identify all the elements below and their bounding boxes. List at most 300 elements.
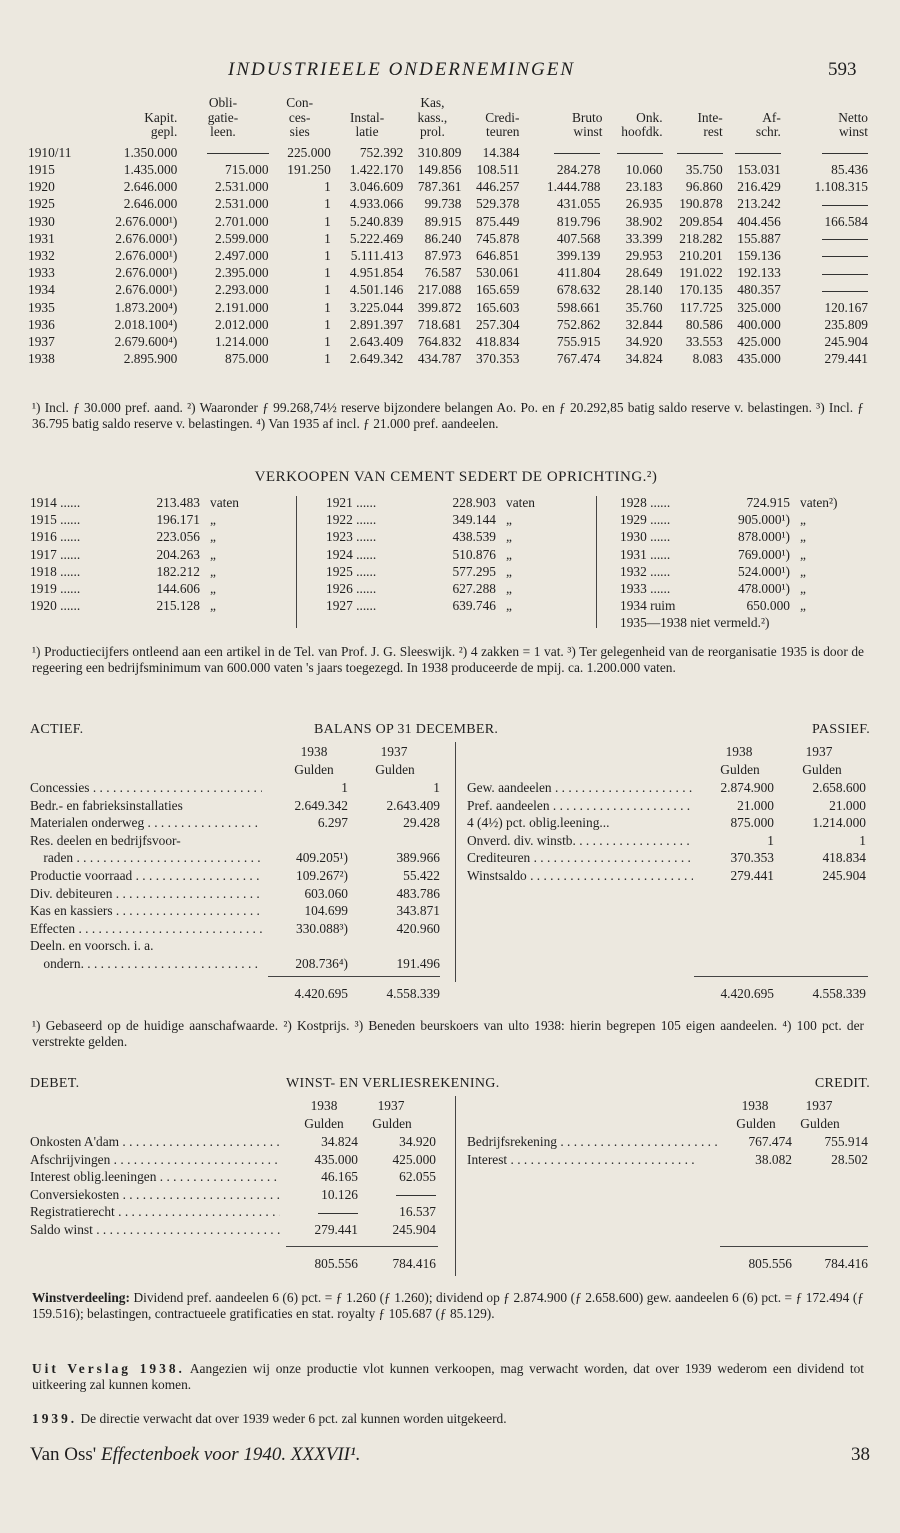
interest-cell: 190.878 xyxy=(679,196,723,212)
header-cell xyxy=(28,111,82,126)
cement-column-3 xyxy=(620,494,837,632)
cement-unit: „ xyxy=(506,563,512,579)
instal-cell: 2.649.342 xyxy=(349,351,404,367)
total-rule xyxy=(286,1246,438,1247)
year-cell: 1936 xyxy=(28,316,55,332)
statement-label-text: Gew. aandeelen . . . xyxy=(467,780,693,795)
column-header: winst xyxy=(573,124,603,140)
cement-row xyxy=(326,528,535,545)
oblig-cell: 2.599.000 xyxy=(215,230,269,246)
outlook xyxy=(32,1411,864,1427)
year-cell: 1931 xyxy=(28,230,55,246)
column-header: Kapit. xyxy=(144,109,178,125)
page-footer xyxy=(30,1444,870,1471)
total-rule xyxy=(720,1246,868,1247)
cement-value: 349.144 xyxy=(452,512,496,528)
column-divider xyxy=(455,742,456,982)
afschr-cell: 480.357 xyxy=(737,282,781,298)
year-cell: 1932 xyxy=(28,248,55,263)
statement-label xyxy=(467,833,693,849)
column-header: Credi- xyxy=(485,109,520,125)
instal-cell: 4.501.146 xyxy=(349,282,404,298)
value-current-year: 109.267²) xyxy=(296,868,348,883)
value-previous-year: 755.914 xyxy=(824,1134,868,1149)
cement-unit: vaten²) xyxy=(800,495,838,510)
cement-year: 1932 ...... xyxy=(620,563,671,579)
afschr-cell: 325.000 xyxy=(737,299,781,315)
column-header: Inte- xyxy=(697,109,723,125)
cement-unit: „ xyxy=(800,546,806,562)
instal-cell: 5.240.839 xyxy=(349,213,404,229)
cement-year: 1925 ...... xyxy=(326,563,377,579)
bruto-cell xyxy=(520,144,603,161)
bruto-cell: 767.474 xyxy=(556,351,601,367)
netto-cell: 120.167 xyxy=(824,299,868,315)
column-header xyxy=(82,96,177,111)
column-header: hoofdk. xyxy=(621,124,663,140)
annual-report-label: Uit Verslag 1938. xyxy=(32,1361,185,1376)
cement-unit: „ xyxy=(800,563,806,579)
cement-year: 1918 ...... xyxy=(30,563,81,579)
cement-unit: „ xyxy=(210,598,216,614)
statement-label xyxy=(30,798,262,814)
empty-dash xyxy=(822,239,868,240)
year-header: 1937 xyxy=(380,744,408,759)
value-previous-year: 1.214.000 xyxy=(812,815,866,831)
value-previous-year: 389.966 xyxy=(396,850,440,866)
cement-unit: „ xyxy=(210,580,216,596)
profit-distribution xyxy=(32,1290,864,1321)
cement-value: 196.171 xyxy=(156,512,200,528)
value-current-year: 104.699 xyxy=(304,903,348,919)
value-previous-year: 2.658.600 xyxy=(812,780,866,795)
kas-cell: 89.915 xyxy=(424,213,462,229)
cement-value: 510.876 xyxy=(452,546,496,562)
year-cell: 1935 xyxy=(28,299,55,315)
conc-cell: 225.000 xyxy=(287,144,331,160)
netto-cell: 166.584 xyxy=(824,213,868,229)
year-header: 1937 xyxy=(805,1098,833,1113)
table-row xyxy=(28,333,868,350)
cement-row xyxy=(620,597,837,614)
value-previous-year xyxy=(350,938,440,954)
cred-cell: 370.353 xyxy=(475,351,520,367)
statement-label xyxy=(467,1134,717,1150)
value-current-year: 46.165 xyxy=(321,1169,358,1185)
cement-unit: „ xyxy=(800,580,806,596)
value-current-year: 1 xyxy=(767,832,774,848)
total-rule xyxy=(694,976,868,977)
value-current-year: 6.297 xyxy=(317,815,348,831)
cred-cell: 257.304 xyxy=(475,316,520,332)
column-header: Instal- xyxy=(349,109,385,125)
cement-value: 724.915 xyxy=(746,495,790,510)
statement-label xyxy=(30,1152,280,1168)
column-header: rest xyxy=(703,124,723,140)
value-previous-year: 2.643.409 xyxy=(386,797,440,813)
cement-year: 1933 ...... xyxy=(620,580,671,596)
footer-sheet-number: 38 xyxy=(851,1444,870,1465)
value-current-year: 875.000 xyxy=(730,815,774,831)
column-header: Kas, xyxy=(420,95,445,110)
statement-label xyxy=(30,956,262,972)
cement-section-title: VERKOOPEN VAN CEMENT SEDERT DE OPRICHTING.²) xyxy=(254,469,658,485)
empty-dash xyxy=(822,274,868,275)
kapit-cell: 1.873.200⁴) xyxy=(114,299,178,315)
netto-cell: 279.441 xyxy=(824,351,868,367)
netto-cell xyxy=(781,264,868,281)
statement-label-text: Saldo winst . . . xyxy=(30,1222,280,1237)
netto-cell: 1.108.315 xyxy=(814,179,868,195)
cement-row xyxy=(326,580,535,597)
footer-publisher: Van Oss' xyxy=(30,1444,97,1465)
cement-value: 213.483 xyxy=(156,495,200,510)
onk-cell: 32.844 xyxy=(625,316,663,332)
oblig-cell: 2.497.000 xyxy=(215,248,269,263)
cement-row xyxy=(620,580,837,597)
profit-loss-title: WINST- EN VERLIESREKENING. xyxy=(286,1076,500,1091)
cement-year: 1916 ...... xyxy=(30,529,81,545)
year-header: 1938 xyxy=(725,744,753,759)
cement-column-1 xyxy=(30,494,239,614)
footer-source xyxy=(30,1444,361,1465)
cement-row xyxy=(30,494,239,511)
year-cell: 1910/11 xyxy=(28,144,72,160)
statement-label xyxy=(30,1169,280,1185)
kas-cell: 76.587 xyxy=(424,265,462,281)
cred-cell: 14.384 xyxy=(482,144,520,160)
kapit-cell: 1.350.000 xyxy=(123,144,178,160)
unit-header: Gulden xyxy=(736,1116,776,1131)
table-row xyxy=(28,316,868,333)
cement-year: 1921 ...... xyxy=(326,495,377,510)
year-cell: 1937 xyxy=(28,334,55,350)
table-row xyxy=(28,230,868,247)
statement-label xyxy=(30,868,262,884)
value-previous-year: 1 xyxy=(859,832,866,848)
value-current-year: 2.649.342 xyxy=(294,797,348,813)
table-header-row xyxy=(28,111,868,126)
cement-value: 905.000¹) xyxy=(738,512,790,528)
value-current-year: 279.441 xyxy=(730,868,774,883)
instal-cell: 752.392 xyxy=(359,144,404,160)
statement-label xyxy=(30,1204,280,1220)
empty-dash xyxy=(617,153,663,154)
table-row xyxy=(28,161,868,178)
interest-cell: 209.854 xyxy=(679,213,723,229)
cement-year: 1928 ...... xyxy=(620,495,671,510)
cement-year: 1915 ...... xyxy=(30,512,81,528)
table-row xyxy=(28,178,868,195)
cement-row xyxy=(620,546,837,563)
empty-dash xyxy=(677,153,723,154)
statement-label-text: Pref. aandeelen . . . xyxy=(467,798,693,813)
conc-cell: 1 xyxy=(324,334,331,350)
value-previous-year: 191.496 xyxy=(396,956,440,971)
conc-cell: 1 xyxy=(324,196,331,212)
kapit-cell: 2.676.000¹) xyxy=(115,230,178,246)
kas-cell: 764.832 xyxy=(417,334,462,350)
value-previous-year xyxy=(360,1187,436,1203)
cement-year: 1923 ...... xyxy=(326,529,377,545)
column-header: ces- xyxy=(288,109,311,125)
statement-label-text: Materialen onderweg . . . xyxy=(30,815,262,830)
kapit-cell: 2.676.000¹) xyxy=(115,282,178,298)
statement-label xyxy=(30,780,262,796)
statement-label-text: Winstsaldo . . . xyxy=(467,868,693,883)
cement-unit: „ xyxy=(210,512,216,528)
cement-value: 144.606 xyxy=(156,580,200,596)
oblig-cell: 2.191.000 xyxy=(215,299,269,315)
table-row xyxy=(28,299,868,316)
onk-cell: 33.399 xyxy=(625,230,663,246)
value-current-year: 279.441 xyxy=(314,1222,358,1237)
cement-row xyxy=(620,528,837,545)
statement-label-text: ondern. . . . xyxy=(30,956,262,971)
column-divider xyxy=(455,1096,456,1276)
value-current-year: 603.060 xyxy=(304,885,348,901)
cement-footnote: ¹) Productiecijfers ontleend aan een artikel in de Tel. van Prof. J. G. Sleeswijk. ²) 4 zakken = 1 vat. ³) Ter gelegenheid van de reorganisatie 1935 is door de regeering een bedrijfsminimum van 600.000 vaten 's jaars toegezegd. In 1938 produceerde de mpij. ca. 1.200.000 vaten. xyxy=(32,644,864,675)
cred-cell: 745.878 xyxy=(475,230,520,246)
cement-row xyxy=(30,563,239,580)
value-current-year: 767.474 xyxy=(748,1134,792,1149)
kapit-cell: 2.676.000¹) xyxy=(115,213,178,229)
interest-cell: 8.083 xyxy=(692,351,723,367)
value-previous-year: 62.055 xyxy=(399,1169,436,1185)
conc-cell: 1 xyxy=(324,213,331,229)
column-header xyxy=(723,96,781,111)
afschr-cell: 155.887 xyxy=(737,230,781,246)
statement-label-text: raden . . . xyxy=(30,850,261,865)
value-current-year: 38.082 xyxy=(755,1151,792,1167)
total-rule xyxy=(268,976,440,977)
unit-header: Gulden xyxy=(294,762,334,777)
cement-row xyxy=(326,563,535,580)
statement-label xyxy=(467,815,693,831)
interest-cell: 191.022 xyxy=(679,265,723,281)
empty-dash xyxy=(207,153,269,154)
oblig-cell: 1.214.000 xyxy=(215,334,269,350)
interest-cell: 117.725 xyxy=(679,299,723,315)
value-previous-year: 343.871 xyxy=(396,903,440,919)
cement-value: 223.056 xyxy=(156,529,200,545)
page-number: 593 xyxy=(828,59,857,80)
oblig-cell: 715.000 xyxy=(225,161,269,177)
statement-label-text: Effecten . . . xyxy=(30,921,262,936)
netto-cell: 245.904 xyxy=(824,334,868,350)
cement-unit: vaten xyxy=(210,495,239,510)
outlook-label: 1939. xyxy=(32,1411,78,1426)
statement-label xyxy=(30,1222,280,1238)
annual-report-text: Aangezien wij onze productie vlot kunnen verkoopen, mag verwacht worden, dat over 1939 wederom een dividend tot uitkeering zal kunnen komen. xyxy=(32,1361,864,1392)
kas-cell: 310.809 xyxy=(417,144,462,160)
kapit-cell: 1.435.000 xyxy=(123,161,178,177)
column-header: sies xyxy=(289,124,310,140)
cement-value: 524.000¹) xyxy=(738,563,790,579)
value-current-year: 21.000 xyxy=(737,797,774,813)
cement-year: 1930 ...... xyxy=(620,529,671,545)
netto-cell xyxy=(781,247,868,264)
column-header: Con- xyxy=(286,95,314,110)
statement-label xyxy=(30,815,262,831)
cement-year: 1929 ...... xyxy=(620,512,671,528)
interest-cell: 33.553 xyxy=(685,334,723,350)
value-current-year: 10.126 xyxy=(321,1186,358,1202)
column-header: Bruto xyxy=(571,109,603,125)
value-previous-year: 21.000 xyxy=(829,797,866,813)
statement-label xyxy=(467,868,693,884)
statement-label-text: Deeln. en voorsch. i. a. xyxy=(30,938,154,954)
onk-cell: 38.902 xyxy=(625,213,663,229)
year-cell: 1915 xyxy=(28,161,55,177)
value-previous-year xyxy=(350,833,440,849)
empty-dash xyxy=(318,1213,358,1214)
cement-year: 1924 ...... xyxy=(326,546,377,562)
empty-dash xyxy=(822,205,868,206)
instal-cell: 3.046.609 xyxy=(349,179,404,195)
unit-header: Gulden xyxy=(720,762,760,777)
netto-cell xyxy=(781,281,868,298)
instal-cell: 4.951.854 xyxy=(349,265,404,281)
cement-row xyxy=(326,511,535,528)
kapit-cell: 2.676.000¹) xyxy=(115,265,178,281)
cred-cell: 165.603 xyxy=(475,299,520,315)
statement-label-text: Registratierecht . . . xyxy=(30,1204,280,1219)
instal-cell: 1.422.170 xyxy=(349,161,404,177)
value-previous-year: 34.920 xyxy=(399,1134,436,1149)
statement-label xyxy=(467,780,693,796)
oblig-cell: 2.531.000 xyxy=(215,196,269,212)
cement-year: 1917 ...... xyxy=(30,546,81,562)
profit-loss-statement xyxy=(30,1076,870,1296)
afschr-cell: 216.429 xyxy=(737,179,781,195)
kas-cell: 99.738 xyxy=(424,196,462,212)
value-previous-year: 483.786 xyxy=(396,885,440,901)
cement-year: 1927 ...... xyxy=(326,598,377,614)
statement-label-text: Onkosten A'dam . . . xyxy=(30,1134,280,1149)
value-previous-year: 420.960 xyxy=(396,920,440,936)
column-header: Obli- xyxy=(208,95,238,110)
table-footnote: ¹) Incl. ƒ 30.000 pref. aand. ²) Waaronder ƒ 99.268,74½ reserve bijzondere belangen Ao. Po. en ƒ 20.292,85 batig saldo reserve v. belastingen. ³) Incl. ƒ 36.795 batig saldo reserve v. belastingen. ⁴) Van 1935 af incl. ƒ 21.000 pref. aandeelen. xyxy=(32,400,864,431)
table-row xyxy=(28,195,868,212)
statement-label-text: Conversiekosten . . . xyxy=(30,1187,280,1202)
value-previous-year: 425.000 xyxy=(392,1151,436,1167)
value-previous-year: 1 xyxy=(433,780,440,795)
oblig-cell xyxy=(177,144,268,161)
cement-row xyxy=(30,528,239,545)
column-divider xyxy=(296,496,297,628)
cement-row xyxy=(326,494,535,511)
profit-distribution-label: Winstverdeeling: xyxy=(32,1290,130,1305)
afschr-cell: 159.136 xyxy=(737,248,781,263)
onk-cell: 34.920 xyxy=(625,334,663,350)
value-previous-year: 16.537 xyxy=(399,1204,436,1220)
value-current-year xyxy=(268,938,348,954)
empty-dash xyxy=(554,153,600,154)
cement-unit: „ xyxy=(210,563,216,579)
passief-caption: PASSIEF. xyxy=(812,722,870,737)
value-current-year: 409.205¹) xyxy=(296,850,348,866)
cred-cell: 165.659 xyxy=(475,282,520,298)
column-header xyxy=(663,96,723,111)
conc-cell: 1 xyxy=(324,179,331,195)
onk-cell: 10.060 xyxy=(625,161,663,177)
credit-total-1938: 805.556 xyxy=(748,1256,792,1271)
table-row xyxy=(28,213,868,230)
afschr-cell: 192.133 xyxy=(737,265,781,281)
year-header: 1938 xyxy=(310,1098,338,1113)
conc-cell: 1 xyxy=(324,299,331,315)
bruto-cell: 431.055 xyxy=(556,196,601,212)
cement-value: 182.212 xyxy=(156,563,200,579)
conc-cell: 1 xyxy=(324,265,331,281)
year-cell: 1933 xyxy=(28,265,55,281)
statement-label xyxy=(30,903,262,919)
netto-cell xyxy=(781,195,868,212)
statement-label-text: Onverd. div. winstb. . . . xyxy=(467,833,693,848)
bruto-cell: 598.661 xyxy=(556,299,601,315)
onk-cell: 26.935 xyxy=(625,196,663,212)
cement-value: 204.263 xyxy=(156,546,200,562)
cement-year: 1920 ...... xyxy=(30,598,81,614)
value-current-year: 370.353 xyxy=(730,850,774,866)
oblig-cell: 875.000 xyxy=(225,351,269,367)
statement-label xyxy=(467,1152,717,1168)
bruto-cell: 284.278 xyxy=(556,161,601,177)
value-current-year: 1 xyxy=(341,780,348,795)
outlook-text: De directie verwacht dat over 1939 weder 6 pct. zal kunnen worden uitgekeerd. xyxy=(80,1411,507,1426)
cred-cell: 530.061 xyxy=(475,265,520,281)
footer-book-title: Effectenboek voor 1940. XXXVII¹. xyxy=(100,1444,361,1465)
table-row xyxy=(28,144,868,161)
interest-cell: 210.201 xyxy=(679,248,723,263)
column-header: leen. xyxy=(210,124,236,140)
year-cell: 1934 xyxy=(28,282,55,298)
afschr-cell xyxy=(723,144,781,161)
cred-cell: 418.834 xyxy=(475,334,520,350)
kapit-cell: 2.646.000 xyxy=(123,179,178,195)
statement-label-text: Res. deelen en bedrijfsvoor- xyxy=(30,832,181,848)
annual-report-extract xyxy=(32,1361,864,1392)
statement-label xyxy=(30,850,262,866)
cement-unit: „ xyxy=(800,512,806,528)
credit-total-1937: 784.416 xyxy=(824,1256,868,1271)
kas-cell: 434.787 xyxy=(417,351,462,367)
kapit-cell: 2.646.000 xyxy=(123,196,178,212)
cred-cell: 529.378 xyxy=(475,196,520,212)
statement-label-text: Interest . . . xyxy=(467,1152,695,1167)
debet-total-1937: 784.416 xyxy=(392,1256,436,1271)
column-header xyxy=(331,96,404,111)
onk-cell: 28.649 xyxy=(625,265,663,281)
kas-cell: 217.088 xyxy=(417,282,462,298)
table-row xyxy=(28,350,868,367)
passief-total-1937: 4.558.339 xyxy=(812,986,866,1001)
value-current-year: 330.088³) xyxy=(296,920,348,936)
interest-cell: 170.135 xyxy=(679,282,723,298)
column-header: prol. xyxy=(419,124,445,140)
cement-year: 1914 ...... xyxy=(30,495,81,510)
empty-dash xyxy=(822,153,868,154)
cement-unit: „ xyxy=(506,546,512,562)
bruto-cell: 1.444.788 xyxy=(546,179,601,195)
statement-label xyxy=(30,886,262,902)
bruto-cell: 819.796 xyxy=(556,213,601,229)
onk-cell: 29.953 xyxy=(625,248,663,263)
table-header-row xyxy=(28,96,868,111)
cred-cell: 646.851 xyxy=(475,248,520,263)
year-header: 1937 xyxy=(377,1098,405,1113)
